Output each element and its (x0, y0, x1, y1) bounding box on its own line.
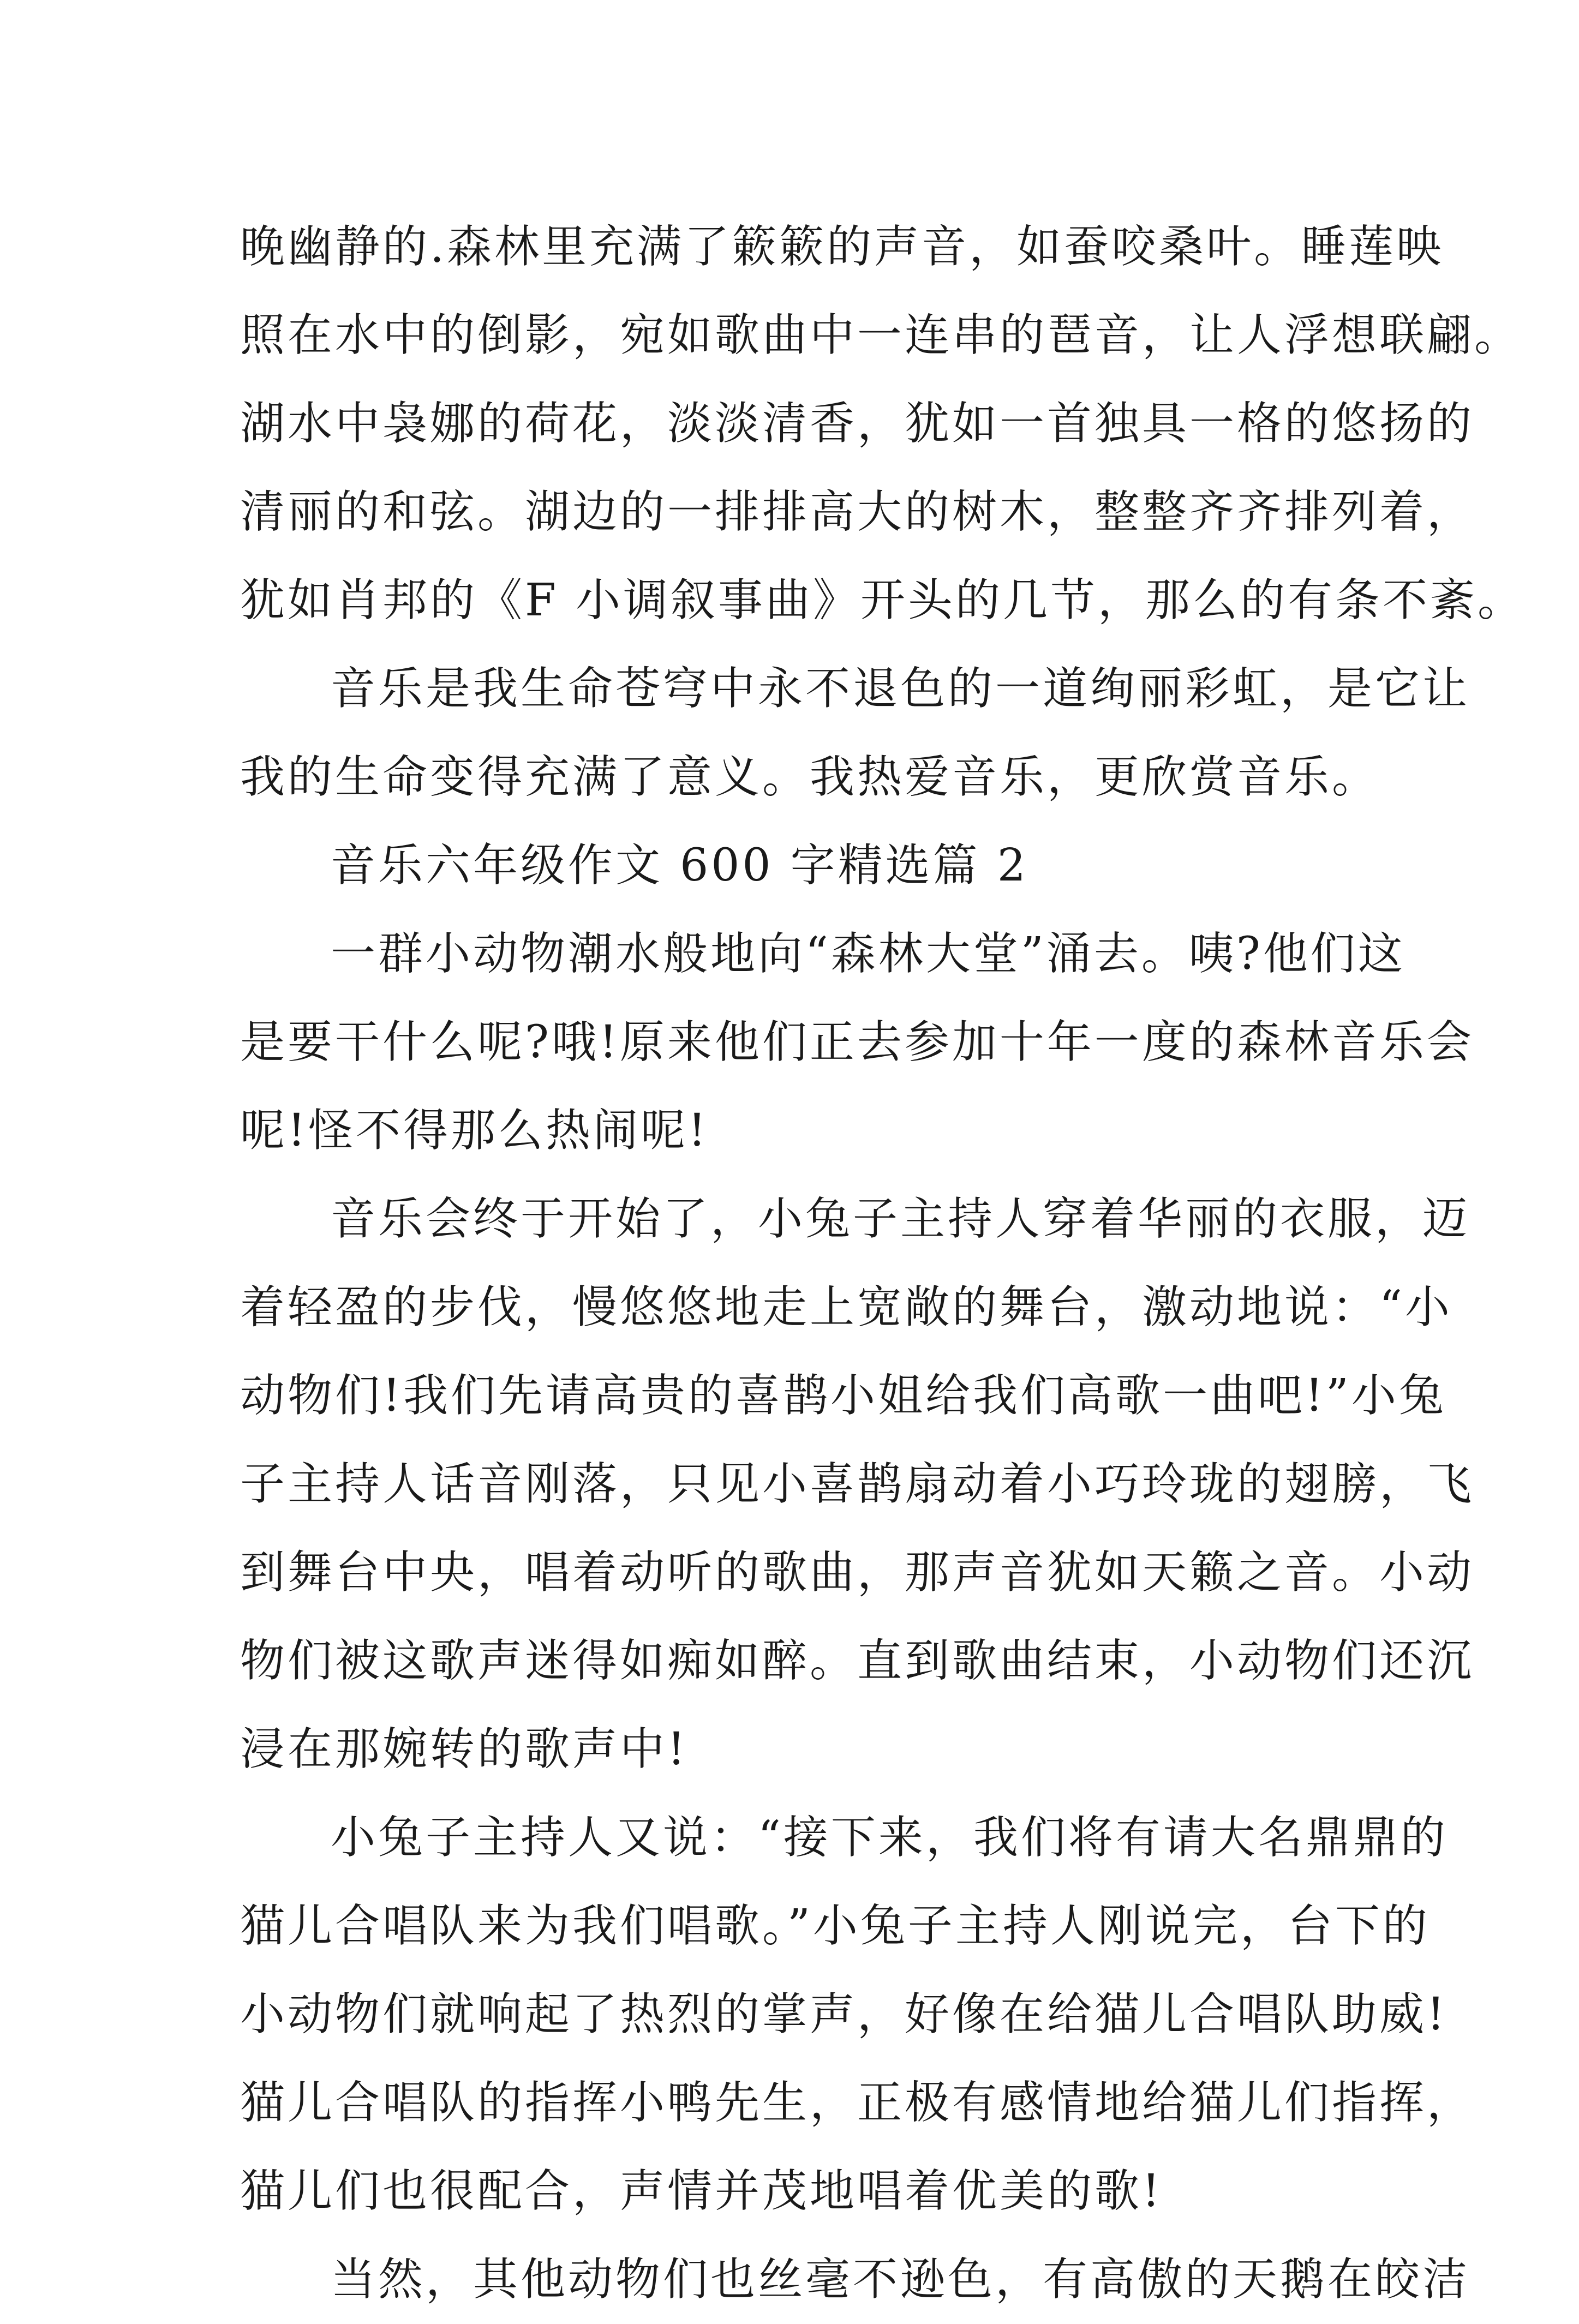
text-line: 子主持人话音刚落，只见小喜鹊扇动着小巧玲珑的翅膀，飞 (240, 1458, 1475, 1510)
text-line: 湖水中袅娜的荷花，淡淡清香，犹如一首独具一格的悠扬的 (240, 398, 1475, 450)
paragraph-first-line: 音乐六年级作文 600 字精选篇 2 (331, 840, 1028, 891)
paragraph-first-line: 一群小动物潮水般地向“森林大堂”涌去。咦?他们这 (331, 928, 1405, 980)
text-line: 晚幽静的.森林里充满了簌簌的声音，如蚕咬桑叶。睡莲映 (240, 221, 1444, 273)
text-line: 清丽的和弦。湖边的一排排高大的树木，整整齐齐排列着， (240, 486, 1475, 538)
paragraph-first-line: 小兔子主持人又说：“接下来，我们将有请大名鼎鼎的 (331, 1812, 1448, 1864)
text-line: 浸在那婉转的歌声中! (240, 1723, 688, 1775)
text-line: 我的生命变得充满了意义。我热爱音乐，更欣赏音乐。 (240, 751, 1380, 803)
text-line: 到舞台中央，唱着动听的歌曲，那声音犹如天籁之音。小动 (240, 1547, 1475, 1598)
text-line: 小动物们就响起了热烈的掌声，好像在给猫儿合唱队助威! (240, 1988, 1448, 2040)
paragraph-first-line: 音乐会终于开始了，小兔子主持人穿着华丽的衣服，迈 (331, 1193, 1470, 1245)
paragraph-first-line: 当然，其他动物们也丝毫不逊色，有高傲的天鹅在皎洁 (331, 2254, 1470, 2305)
text-line: 照在水中的倒影，宛如歌曲中一连串的琶音，让人浮想联翩。 (240, 309, 1522, 361)
text-line: 动物们!我们先请高贵的喜鹊小姐给我们高歌一曲吧!”小兔 (240, 1370, 1446, 1422)
document-body (240, 203, 1525, 2324)
text-line: 猫儿们也很配合，声情并茂地唱着优美的歌! (240, 2165, 1163, 2217)
text-line: 着轻盈的步伐，慢悠悠地走上宽敞的舞台，激动地说：“小 (240, 1281, 1452, 1333)
text-line: 呢!怪不得那么热闹呢! (240, 1105, 709, 1157)
text-line: 猫儿合唱队的指挥小鸭先生，正极有感情地给猫儿们指挥， (240, 2077, 1475, 2129)
text-line: 猫儿合唱队来为我们唱歌。”小兔子主持人刚说完，台下的 (240, 1900, 1430, 1952)
text-line: 是要干什么呢?哦!原来他们正去参加十年一度的森林音乐会 (240, 1016, 1474, 1068)
text-line: 犹如肖邦的《F 小调叙事曲》开头的几节，那么的有条不紊。 (240, 574, 1525, 626)
text-line: 物们被这歌声迷得如痴如醉。直到歌曲结束，小动物们还沉 (240, 1635, 1475, 1687)
paragraph-first-line: 音乐是我生命苍穹中永不退色的一道绚丽彩虹，是它让 (331, 663, 1470, 715)
